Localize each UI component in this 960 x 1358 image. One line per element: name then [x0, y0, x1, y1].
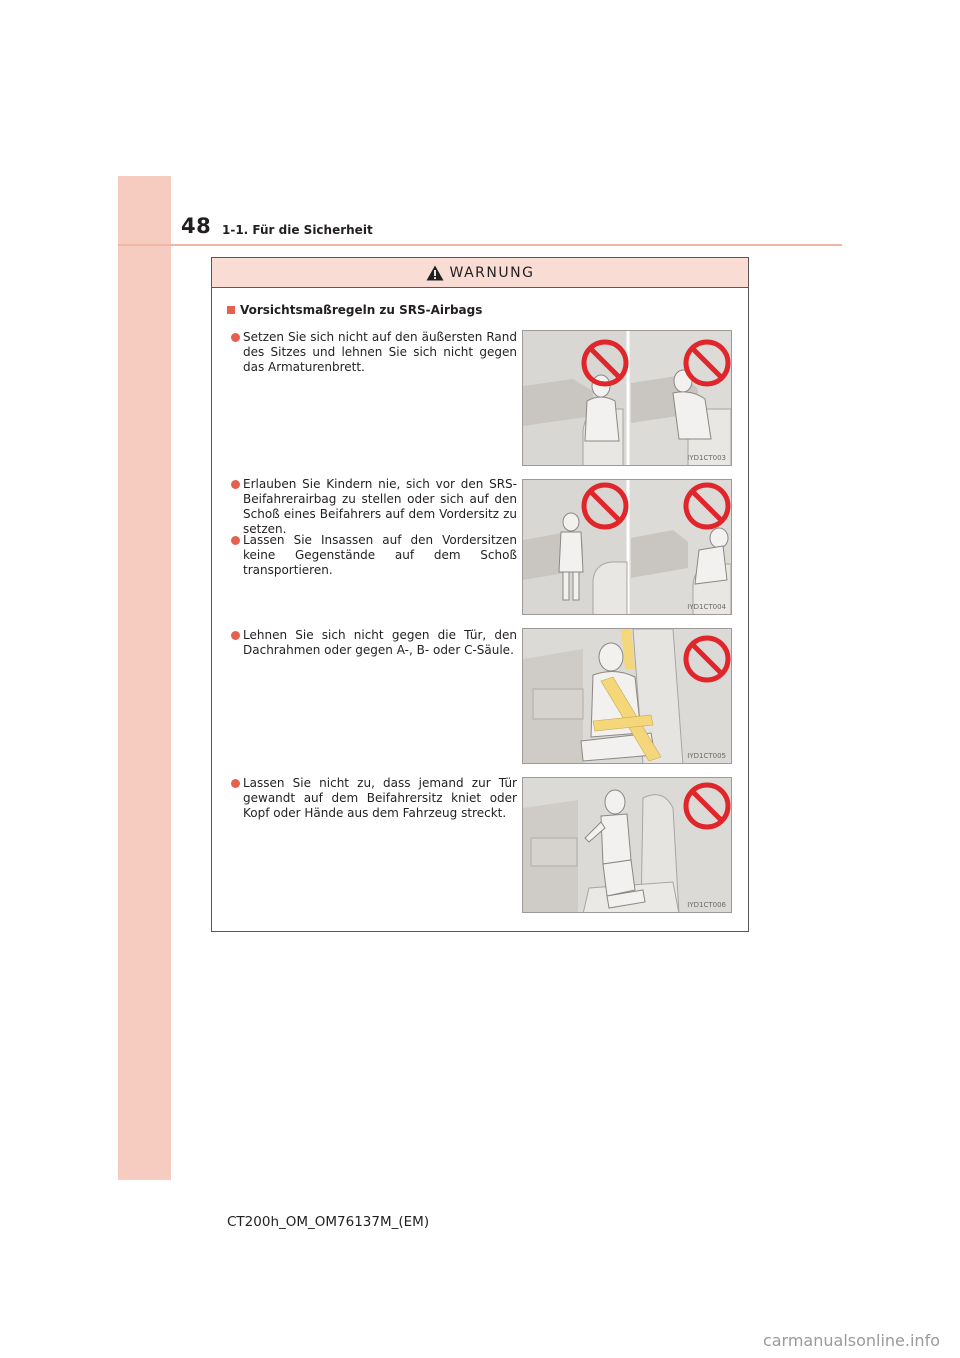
- square-bullet-icon: [227, 306, 235, 314]
- warning-header: [212, 258, 748, 288]
- bullet-dot-icon: [231, 536, 240, 545]
- illustration-children-airbag: [522, 479, 732, 615]
- illustration-code: IYD1CT005: [687, 752, 726, 760]
- header-rule: [118, 244, 842, 246]
- bullet-item: [231, 533, 517, 578]
- illustration-edge-of-seat: [522, 330, 732, 466]
- section-title: 1-1. Für die Sicherheit: [222, 223, 373, 237]
- warning-subheading: [227, 303, 482, 317]
- side-color-band: [118, 176, 171, 1180]
- bullet-text: Setzen Sie sich nicht auf den äußersten Rand des Sitzes und lehnen Sie sich nicht gegen das Armaturenbrett.: [243, 330, 517, 374]
- bullet-dot-icon: [231, 480, 240, 489]
- bullet-text: Lassen Sie nicht zu, dass jemand zur Tür gewandt auf dem Beifahrersitz kniet oder Kopf oder Hände aus dem Fahrzeug streckt.: [243, 776, 517, 820]
- warning-box: [211, 257, 749, 932]
- bullet-item: [231, 628, 517, 658]
- bullet-text: Lassen Sie Insassen auf den Vordersitzen keine Gegenstände auf dem Schoß transportieren.: [243, 533, 517, 577]
- warning-title: WARNUNG: [449, 264, 535, 281]
- illustration-code: IYD1CT004: [687, 603, 726, 611]
- bullet-item: [231, 776, 517, 821]
- bullet-text: Erlauben Sie Kindern nie, sich vor den SRS-Beifahrerairbag zu stellen oder sich auf den Schoß eines Beifahrers auf dem Vordersitz zu setzen.: [243, 477, 517, 536]
- document-code: CT200h_OM_OM76137M_(EM): [227, 1214, 430, 1230]
- warning-triangle-icon: [426, 265, 444, 281]
- bullet-item: [231, 330, 517, 375]
- subheading-text: Vorsichtsmaßregeln zu SRS-Airbags: [240, 303, 483, 317]
- bullet-text: Lehnen Sie sich nicht gegen die Tür, den Dachrahmen oder gegen A-, B- oder C-Säule.: [243, 628, 517, 657]
- illustration-code: IYD1CT003: [687, 454, 726, 462]
- bullet-dot-icon: [231, 779, 240, 788]
- illustration-kneeling-seat: [522, 777, 732, 913]
- bullet-dot-icon: [231, 333, 240, 342]
- page-number: 48: [181, 214, 212, 238]
- bullet-item: [231, 477, 517, 537]
- illustration-code: IYD1CT006: [687, 901, 726, 909]
- bullet-dot-icon: [231, 631, 240, 640]
- watermark: carmanualsonline.info: [762, 1331, 940, 1350]
- illustration-leaning-door: [522, 628, 732, 764]
